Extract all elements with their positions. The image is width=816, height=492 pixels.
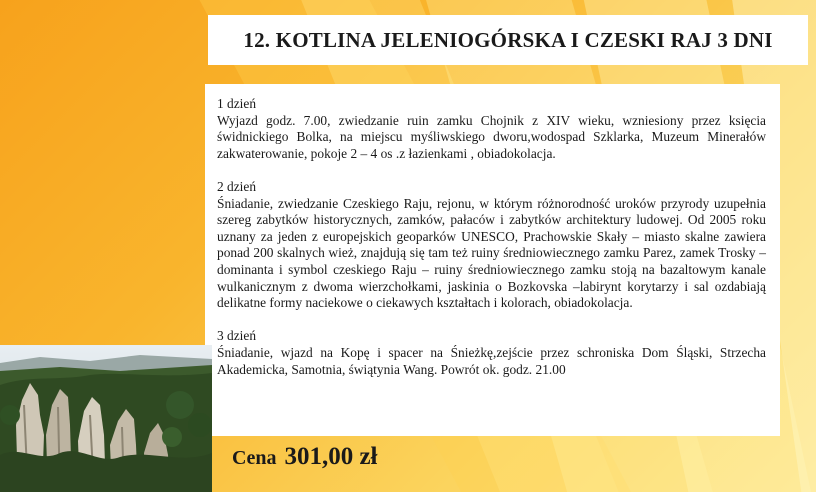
price-value: 301,00 zł <box>284 443 378 470</box>
day-2-label: 2 dzień <box>217 178 257 194</box>
price <box>232 443 378 471</box>
day-3-label: 3 dzień <box>217 328 257 344</box>
rock-formations-photo <box>0 345 212 492</box>
day-1-text: Wyjazd godz. 7.00, zwiedzanie ruin zamku Chojnik z XIV wieku, wzniesiony przez księcia świdnickiego Bolka, na miejscu myśliwskiego dworu,wodospad Szklarka, Muzeum Minerałów zakwaterowanie, pokoje 2 – 4 os .z łazienkami , obiadokolacja. <box>217 112 766 161</box>
day-3 <box>217 328 766 378</box>
itinerary-box <box>205 84 780 436</box>
day-2-text: Śniadanie, zwiedzanie Czeskiego Raju, rejonu, w którym różnorodność uroków przyrody uzupełnia szereg zabytków historycznych, zamków, pałaców i zabytków architektury ludowej. Od 2005 roku uznany za jeden z europejskich geoparków UNESCO, Prachowskie Skały – miasto skalne zawiera ponad 200 skalnych wież, znajdują się tam też ruiny średniowiecznego zamku Parez, zamek Trosky – dominanta i symbol czeskiego Raju – ruiny średniowiecznego zamku stoją na bazaltowym kanale wulkanicznym z dwoma wierzchołkami, jaskinia o Bozkovska –labirynt korytarzy i sal ozdabiają delikatne formy naciekowe o ciekawych kształtach i kolorach, obiadokolacja. <box>217 195 766 311</box>
day-1 <box>217 96 766 162</box>
day-3-text: Śniadanie, wjazd na Kopę i spacer na Śnieżkę,zejście przez schroniska Dom Śląski, Strzecha Akademicka, Samotnia, świątynia Wang. Powrót ok. godz. 21.00 <box>217 344 766 377</box>
day-2 <box>217 179 766 312</box>
page-title: 12. KOTLINA JELENIOGÓRSKA I CZESKI RAJ 3 DNI <box>243 27 773 52</box>
title-banner <box>208 15 808 65</box>
price-label: Cena <box>232 447 277 469</box>
day-1-label: 1 dzień <box>217 96 257 111</box>
